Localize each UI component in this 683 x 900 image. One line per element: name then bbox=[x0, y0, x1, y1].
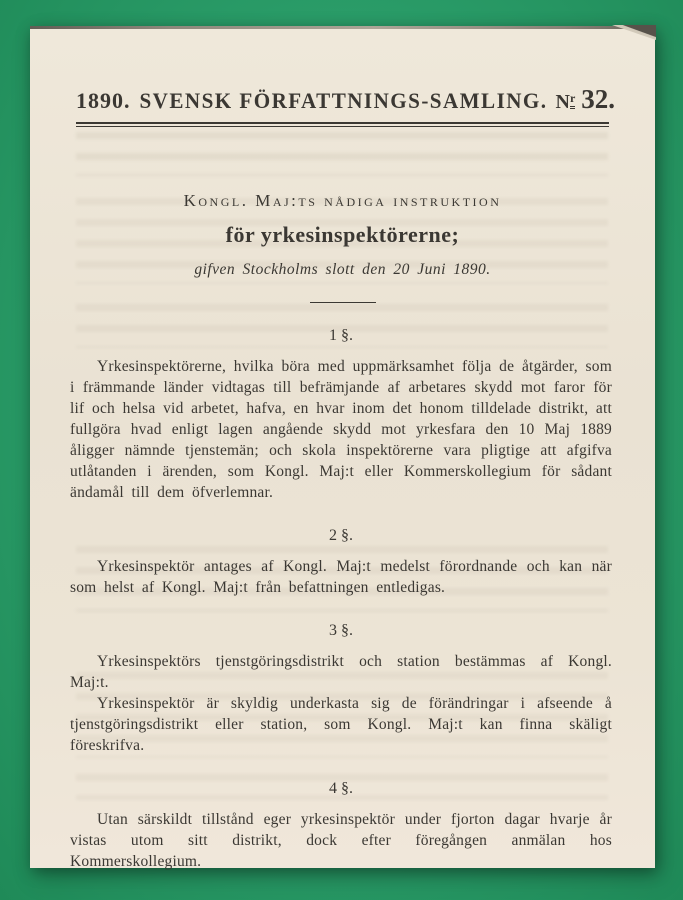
paragraph: Yrkesinspektör antages af Kongl. Maj:t medelst förordnande och kan när som helst af Kongl. Maj:t från befattningen entledigas. bbox=[70, 558, 612, 596]
instruction-kicker: Kongl. Maj:ts nådiga instruktion bbox=[183, 191, 502, 210]
issue-number-prefix: N bbox=[555, 91, 570, 113]
section-heading: 2 §. bbox=[329, 527, 353, 544]
issue-number bbox=[556, 84, 616, 115]
issue-number-superscript: r bbox=[570, 91, 575, 109]
publication-year: 1890. bbox=[76, 88, 131, 113]
sections bbox=[30, 327, 655, 872]
section-paragraphs bbox=[70, 356, 612, 503]
section bbox=[70, 780, 612, 872]
masthead-row bbox=[30, 26, 655, 115]
issue-number-value: 32. bbox=[581, 84, 616, 114]
section-paragraphs bbox=[70, 651, 612, 756]
paragraph: Yrkesinspektörs tjenstgöringsdistrikt och station bestämmas af Kongl. Maj:t. bbox=[70, 653, 612, 691]
dateline: gifven Stockholms slott den 20 Juni 1890. bbox=[194, 261, 491, 278]
document-title: för yrkesinspektörerne; bbox=[225, 222, 460, 247]
paragraph: Utan särskildt tillstånd eger yrkesinspektör under fjorton dagar hvarje år vistas utom sitt distrikt, dock efter föregången anmälan hos Kommerskollegium. bbox=[70, 811, 612, 870]
header-double-rule bbox=[76, 122, 609, 127]
document-page bbox=[30, 26, 655, 868]
section-heading: 1 §. bbox=[329, 327, 353, 344]
section-paragraphs bbox=[70, 556, 612, 598]
section bbox=[70, 527, 612, 598]
section bbox=[70, 622, 612, 756]
paragraph: Yrkesinspektörerne, hvilka böra med uppmärksamhet följa de åtgärder, som i främmande länder vidtagas till befrämjande af arbetares skydd mot faror för lif och helsa vid arbetet, hafva, en hvar inom det honom tilldelade distrikt, att fullgöra hvad enligt lagen angående skydd mot yrkesfara den 10 Maj 1889 åligger nämnde tjenstemän; och skola inspektörerne vara pligtige att afgifva utlåtanden i ärenden, som Kongl. Maj:t eller Kommerskollegium för sådant ändamål till dem öfverlemnar. bbox=[70, 358, 612, 501]
section bbox=[70, 327, 612, 503]
paragraph: Yrkesinspektör är skyldig underkasta sig de förändringar i afseende å tjenstgöringsdistrikt eller station, som Kongl. Maj:t kan finna skäligt föreskrifva. bbox=[70, 695, 612, 754]
section-paragraphs bbox=[70, 809, 612, 872]
title-block bbox=[30, 191, 655, 303]
publication-title: SVENSK FÖRFATTNINGS-SAMLING. bbox=[139, 88, 548, 113]
separator-rule bbox=[310, 302, 376, 303]
page-content bbox=[30, 26, 655, 868]
section-heading: 4 §. bbox=[329, 780, 353, 797]
section-heading: 3 §. bbox=[329, 622, 353, 639]
